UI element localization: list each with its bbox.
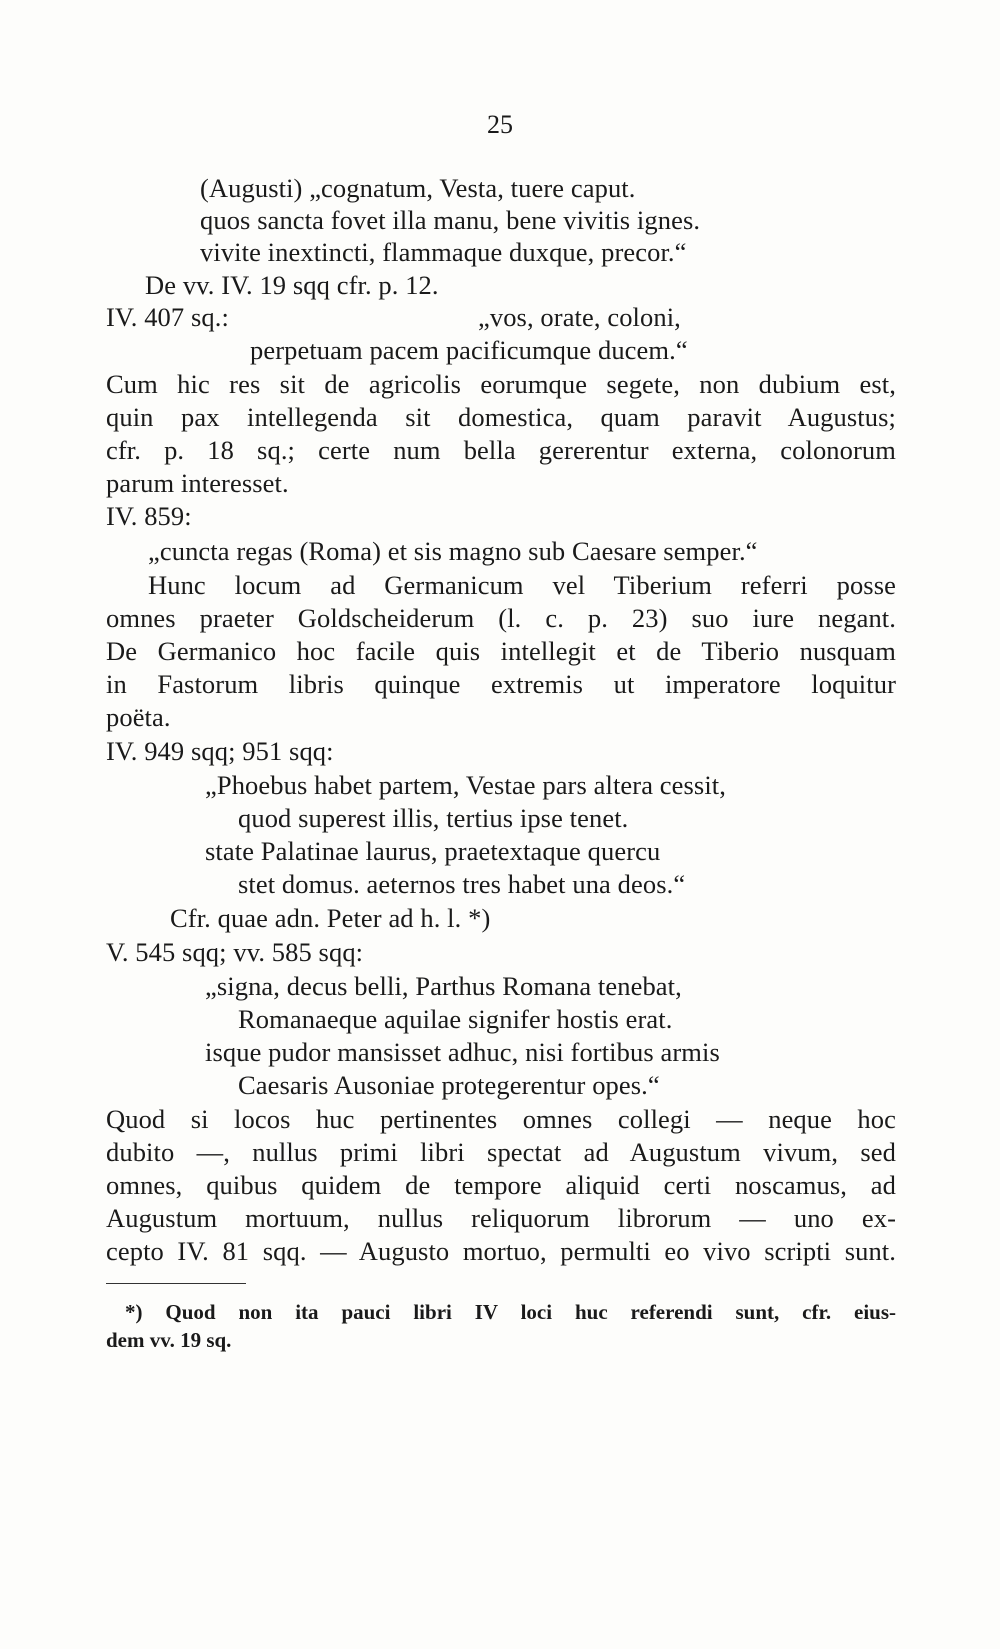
prose-line: omnes praeter Goldscheiderum (l. c. p. 23) suo iure negant. — [106, 603, 896, 633]
verse-line: state Palatinae laurus, praetextaque quercu — [205, 836, 661, 866]
verse-line: „Phoebus habet partem, Vestae pars altera cessit, — [205, 770, 726, 800]
prose-line: Cum hic res sit de agricolis eorumque segete, non dubium est, — [106, 369, 896, 399]
footnote-line: *) Quod non ita pauci libri IV loci huc referendi sunt, cfr. eius- — [125, 1300, 896, 1324]
page-number: 25 — [487, 110, 513, 139]
citation-heading: IV. 407 sq.: — [106, 302, 229, 332]
prose-line: Hunc locum ad Germanicum vel Tiberium referri posse — [148, 570, 896, 600]
prose-line: dubito —, nullus primi libri spectat ad Augustum vivum, sed — [106, 1137, 896, 1167]
citation-heading: V. 545 sqq; vv. 585 sqq: — [106, 937, 364, 967]
prose-line: Quod si locos huc pertinentes omnes collegi — neque hoc — [106, 1104, 896, 1134]
reference-line: De vv. IV. 19 sqq cfr. p. 12. — [145, 270, 439, 300]
citation-heading: IV. 949 sqq; 951 sqq: — [106, 736, 334, 766]
verse-line: „signa, decus belli, Parthus Romana tenebat, — [205, 971, 682, 1001]
verse-line: (Augusti) „cognatum, Vesta, tuere caput. — [200, 173, 636, 203]
footnote-line: dem vv. 19 sq. — [106, 1328, 232, 1352]
prose-line: De Germanico hoc facile quis intellegit et de Tiberio nusquam — [106, 636, 896, 666]
citation-heading: IV. 859: — [106, 501, 192, 531]
prose-line: cfr. p. 18 sq.; certe num bella gererentur externa, colonorum — [106, 435, 896, 465]
prose-line: Augustum mortuum, nullus reliquorum librorum — uno ex- — [106, 1203, 896, 1233]
prose-line: quin pax intellegenda sit domestica, quam paravit Augustus; — [106, 402, 896, 432]
prose-line: omnes, quibus quidem de tempore aliquid certi noscamus, ad — [106, 1170, 896, 1200]
prose-line: poëta. — [106, 702, 171, 732]
verse-line: Caesaris Ausoniae protegerentur opes.“ — [238, 1070, 660, 1100]
verse-line: „cuncta regas (Roma) et sis magno sub Caesare semper.“ — [148, 536, 758, 566]
verse-line: perpetuam pacem pacificumque ducem.“ — [250, 335, 688, 365]
verse-line: quod superest illis, tertius ipse tenet. — [238, 803, 629, 833]
reference-line: Cfr. quae adn. Peter ad h. l. *) — [170, 903, 491, 933]
verse-line: isque pudor mansisset adhuc, nisi fortibus armis — [205, 1037, 720, 1067]
verse-line: Romanaeque aquilae signifer hostis erat. — [238, 1004, 673, 1034]
verse-line: quos sancta fovet illa manu, bene vivitis ignes. — [200, 205, 701, 235]
prose-line: parum interesset. — [106, 468, 289, 498]
prose-line: cepto IV. 81 sqq. — Augusto mortuo, permulti eo vivo scripti sunt. — [106, 1236, 896, 1266]
verse-line: vivite inextincti, flammaque duxque, precor.“ — [200, 237, 687, 267]
footnote-rule — [106, 1283, 246, 1284]
verse-line: stet domus. aeternos tres habet una deos.“ — [238, 869, 686, 899]
prose-line: in Fastorum libris quinque extremis ut imperatore loquitur — [106, 669, 896, 699]
verse-line: „vos, orate, coloni, — [478, 302, 681, 332]
